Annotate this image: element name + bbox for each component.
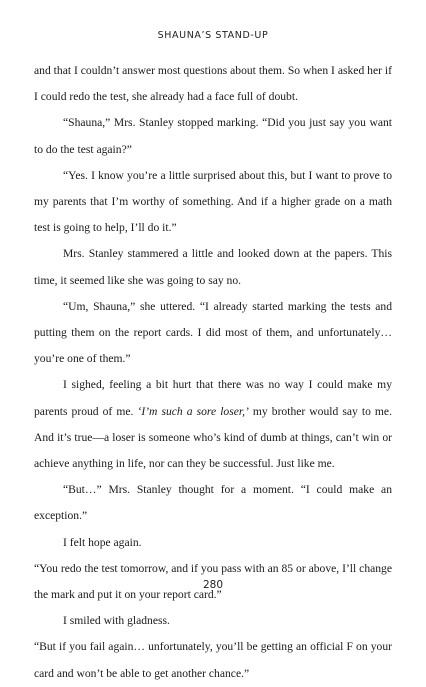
paragraph-text-after: my brother would say to me. And it’s true—a loser is someone who’s kind of dumb at things, can’t win or achieve anything in life, nor can they be successful. Just like me. [34, 404, 392, 471]
paragraph: “You redo the test tomorrow, and if you pass with an 85 or above, I’ll change the mark and put it on your report card.” [34, 561, 392, 602]
body-text [34, 58, 392, 687]
paragraph: I smiled with gladness. [63, 614, 170, 628]
paragraph: “Yes. I know you’re a little surprised about this, but I want to prove to my parents that I’m worthy of something. And if a higher grade on a math test is going to help, I’ll do it.” [34, 168, 392, 235]
paragraph: Mrs. Stanley stammered a little and looked down at the papers. This time, it seemed like she was going to say no. [34, 247, 392, 287]
paragraph-with-italic [34, 372, 392, 477]
running-header: SHAUNA’S STAND-UP [157, 30, 269, 41]
paragraph: I felt hope again. [63, 535, 142, 549]
paragraph: “Shauna,” Mrs. Stanley stopped marking. “Did you just say you want to do the test again?” [34, 116, 392, 156]
page-number: 280 [202, 579, 224, 591]
paragraph: “But if you fail again… unfortunately, you’ll be getting an official F on your card and won’t be able to get another chance.” [34, 640, 392, 680]
paragraph: “But…” Mrs. Stanley thought for a moment. “I could make an exception.” [34, 483, 392, 523]
paragraph: and that I couldn’t answer most questions about them. So when I asked her if I could redo the test, she already had a face full of doubt. [34, 64, 392, 104]
paragraph-text-before: I sighed, feeling a bit hurt that there was no way I could make my parents proud of me. [34, 378, 392, 418]
paragraph: “Um, Shauna,” she uttered. “I already started marking the tests and putting them on the report cards. I did most of them, and unfortunately… you’re one of them.” [34, 299, 392, 366]
italic-quote: ‘I’m such a sore loser,’ [137, 404, 249, 418]
